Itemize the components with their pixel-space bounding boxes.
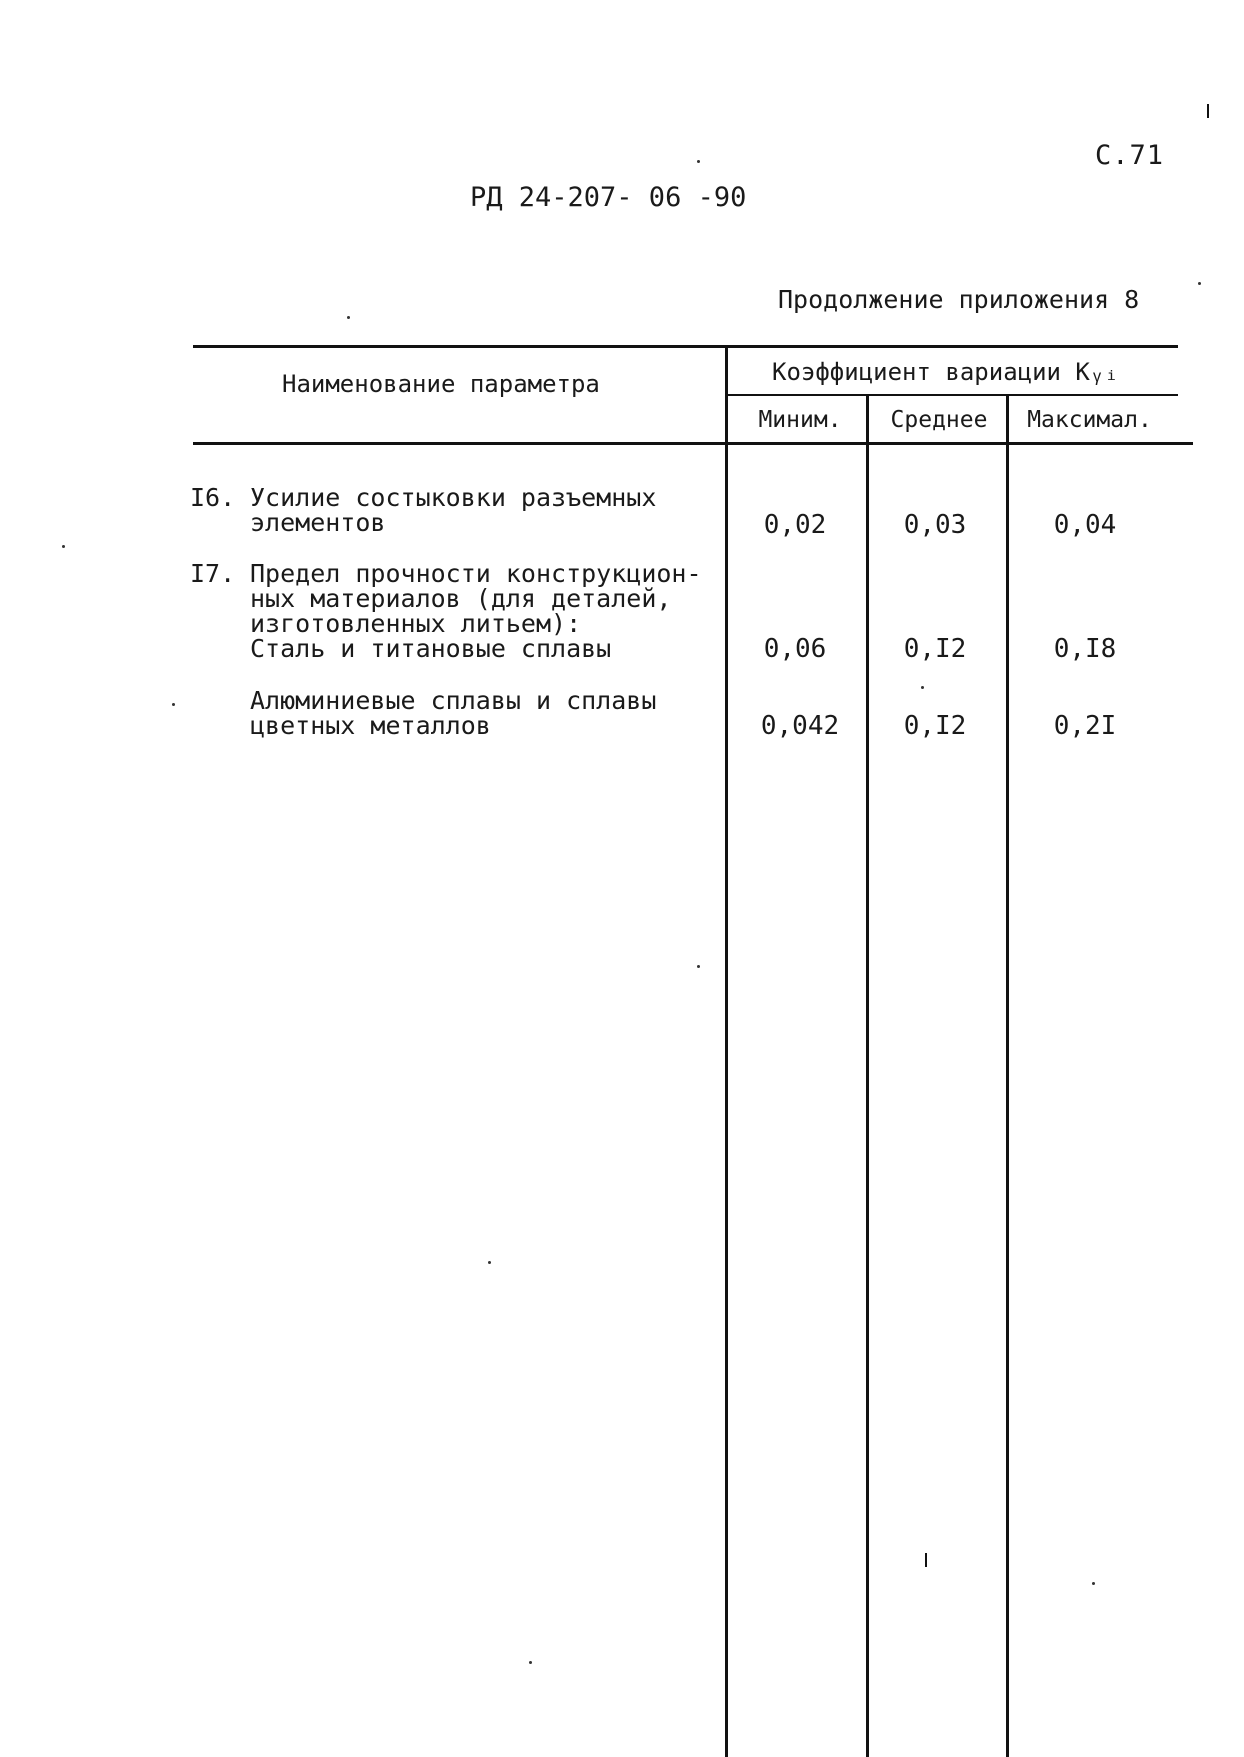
subheader-min: Миним. (758, 407, 842, 433)
row-label-line: Сталь и титановые сплавы (250, 634, 612, 663)
scan-speck (697, 160, 700, 163)
scan-speck (921, 686, 924, 689)
scan-speck (1198, 282, 1201, 285)
row-number: I6. (190, 483, 236, 512)
continuation-label: Продолжение приложения 8 (778, 285, 1140, 314)
value-avg: 0,I2 (903, 711, 967, 741)
value-max: 0,2I (1053, 711, 1117, 741)
scan-speck (529, 1661, 532, 1664)
row-label-line: ных материалов (для деталей, (250, 584, 672, 613)
row-label-line: изготовленных литьем): (250, 609, 582, 638)
value-avg: 0,03 (903, 510, 967, 540)
scan-speck (697, 965, 700, 968)
value-min: 0,02 (763, 510, 827, 540)
scan-speck (488, 1261, 491, 1264)
page-number: C.71 (1095, 140, 1165, 171)
row-label-line: цветных металлов (250, 711, 491, 740)
row-label-line: Усилие состыковки разъемных (250, 483, 657, 512)
group-header-rule (726, 394, 1178, 396)
column-divider-min (866, 395, 869, 1757)
column-divider-param (725, 345, 728, 1757)
row-label-line: Алюминиевые сплавы и сплавы (250, 686, 657, 715)
row-number: I7. (190, 559, 236, 588)
subheader-avg: Среднее (890, 407, 988, 433)
subheader-max: Максимал. (1027, 407, 1152, 433)
table-top-rule (193, 345, 1178, 348)
scan-speck (1092, 1582, 1095, 1585)
row-label-line: элементов (250, 508, 386, 537)
value-max: 0,I8 (1053, 634, 1117, 664)
document-code: РД 24-207- 06 -90 (470, 182, 747, 213)
column-divider-avg (1006, 395, 1009, 1757)
value-min: 0,06 (763, 634, 827, 664)
scan-mark (925, 1553, 927, 1567)
value-avg: 0,I2 (903, 634, 967, 664)
scan-speck (172, 703, 175, 706)
scan-speck (347, 316, 350, 319)
value-max: 0,04 (1053, 510, 1117, 540)
scan-mark (1207, 104, 1209, 118)
value-min: 0,042 (760, 711, 840, 741)
header-bottom-rule (193, 442, 1193, 445)
column-group-header-variation: Коэффициент вариации Кᵧᵢ (772, 358, 1119, 386)
row-label-line: Предел прочности конструкцион- (250, 559, 702, 588)
column-header-parameter: Наименование параметра (282, 370, 600, 398)
scan-speck (62, 545, 65, 548)
